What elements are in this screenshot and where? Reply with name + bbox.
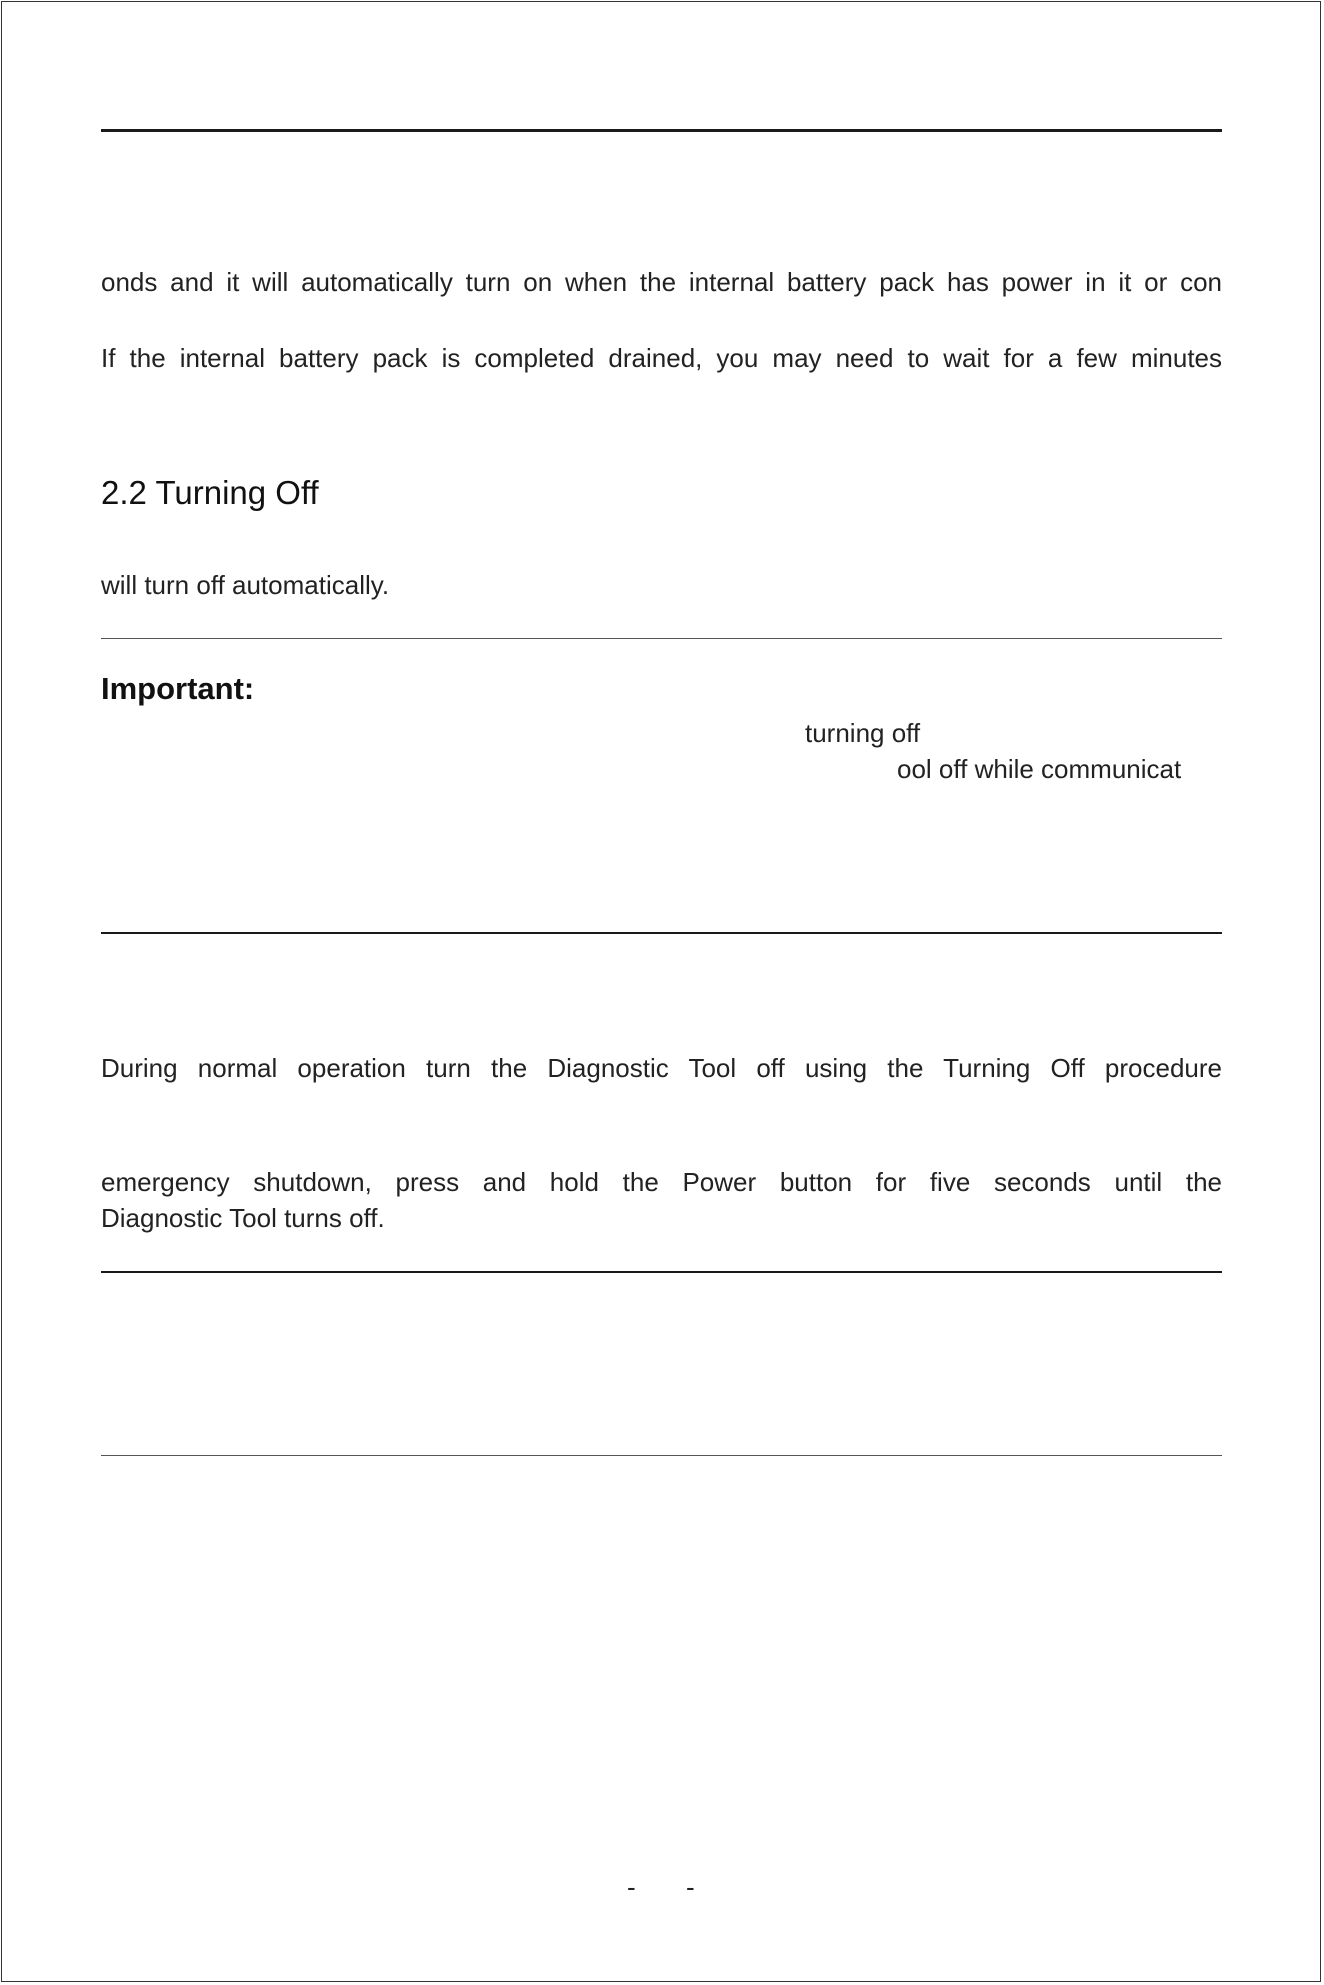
important-label: Important: xyxy=(101,671,255,706)
body-line-normal-operation: During normal operation turn the Diagnostic Tool off using the Turning Off procedure xyxy=(101,1053,1222,1083)
top-rule xyxy=(101,129,1222,132)
body-paragraph-emergency-shutdown xyxy=(101,1164,1222,1236)
note-bottom-rule xyxy=(101,932,1222,934)
page-number-dash-right: - xyxy=(686,1872,695,1902)
body-line-turn-off-auto: will turn off automatically. xyxy=(101,570,390,600)
body-line-power-on: onds and it will automatically turn on when the internal battery pack has power in it or con xyxy=(101,267,1222,297)
body-line-emergency-2: Diagnostic Tool turns off. xyxy=(101,1203,385,1233)
note-top-rule xyxy=(101,638,1222,639)
section-rule-2 xyxy=(101,1455,1222,1456)
note-fragment-turning-off: turning off xyxy=(805,718,921,748)
page-number-dash-left: - xyxy=(627,1872,636,1902)
body-line-battery-drained: If the internal battery pack is completed drained, you may need to wait for a few minutes xyxy=(101,343,1222,373)
section-rule-1 xyxy=(101,1271,1222,1273)
body-line-emergency-1: emergency shutdown, press and hold the Power button for five seconds until the xyxy=(101,1167,1222,1197)
section-heading-turning-off: 2.2 Turning Off xyxy=(101,474,319,511)
note-fragment-communicating: ool off while communicat xyxy=(897,754,1182,784)
